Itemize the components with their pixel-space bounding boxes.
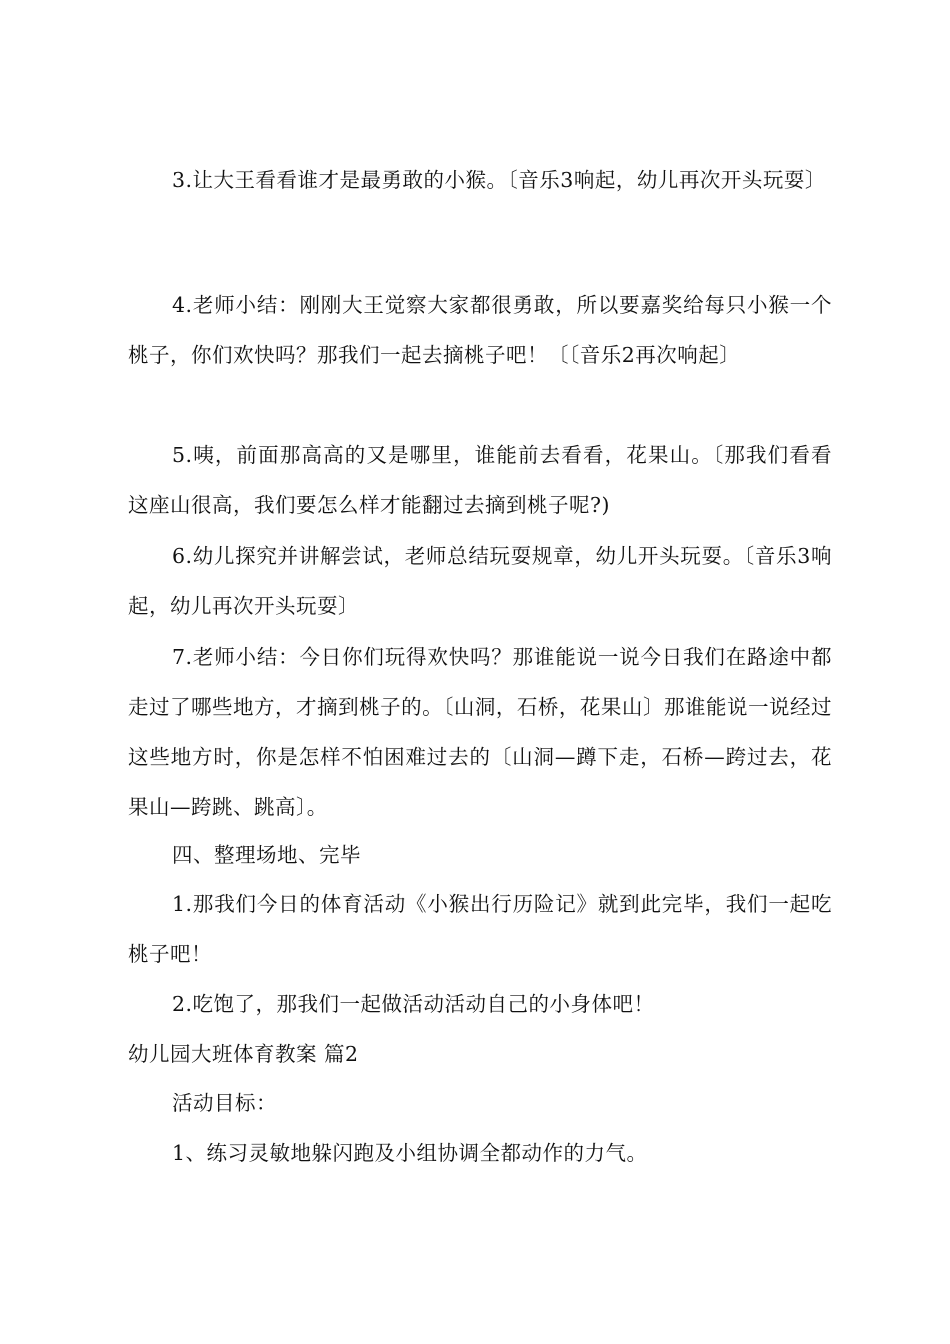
- paragraph-step-7: 7.老师小结：今日你们玩得欢快吗？那谁能说一说今日我们在路途中都走过了哪些地方，才摘到桃子的。〔山洞，石桥，花果山〕那谁能说一说经过这些地方时，你是怎样不怕困难过去的〔山洞—蹲下走，石桥—跨过去，花果山—跨跳、跳高〕。: [128, 645, 832, 819]
- paragraph-step-6: 6.幼儿探究并讲解尝试，老师总结玩耍规章，幼儿开头玩耍。〔音乐3响起，幼儿再次开头玩耍〕: [128, 544, 832, 618]
- paragraph-step-5: 5.咦，前面那高高的又是哪里，谁能前去看看，花果山。〔那我们看看这座山很高，我们要怎么样才能翻过去摘到桃子呢?): [128, 443, 832, 517]
- section-title: 幼儿园大班体育教案 篇2: [128, 1042, 359, 1066]
- activity-goal-1: 1、练习灵敏地躲闪跑及小组协调全都动作的力气。: [172, 1141, 648, 1165]
- activity-goal-label: 活动目标：: [172, 1091, 277, 1115]
- paragraph-step-4: 4.老师小结：刚刚大王觉察大家都很勇敢，所以要嘉奖给每只小猴一个桃子，你们欢快吗？那我们一起去摘桃子吧！〔〔音乐2再次响起〕: [128, 293, 832, 367]
- paragraph-end-2: 2.吃饱了，那我们一起做活动活动自己的小身体吧！: [172, 992, 655, 1016]
- paragraph-end-1: 1.那我们今日的体育活动《小猴出行历险记》就到此完毕，我们一起吃桃子吧！: [128, 892, 832, 966]
- section-heading-4: 四、整理场地、完毕: [172, 843, 361, 867]
- paragraph-step-3: 3.让大王看看谁才是最勇敢的小猴。〔音乐3响起，幼儿再次开头玩耍〕: [172, 168, 826, 192]
